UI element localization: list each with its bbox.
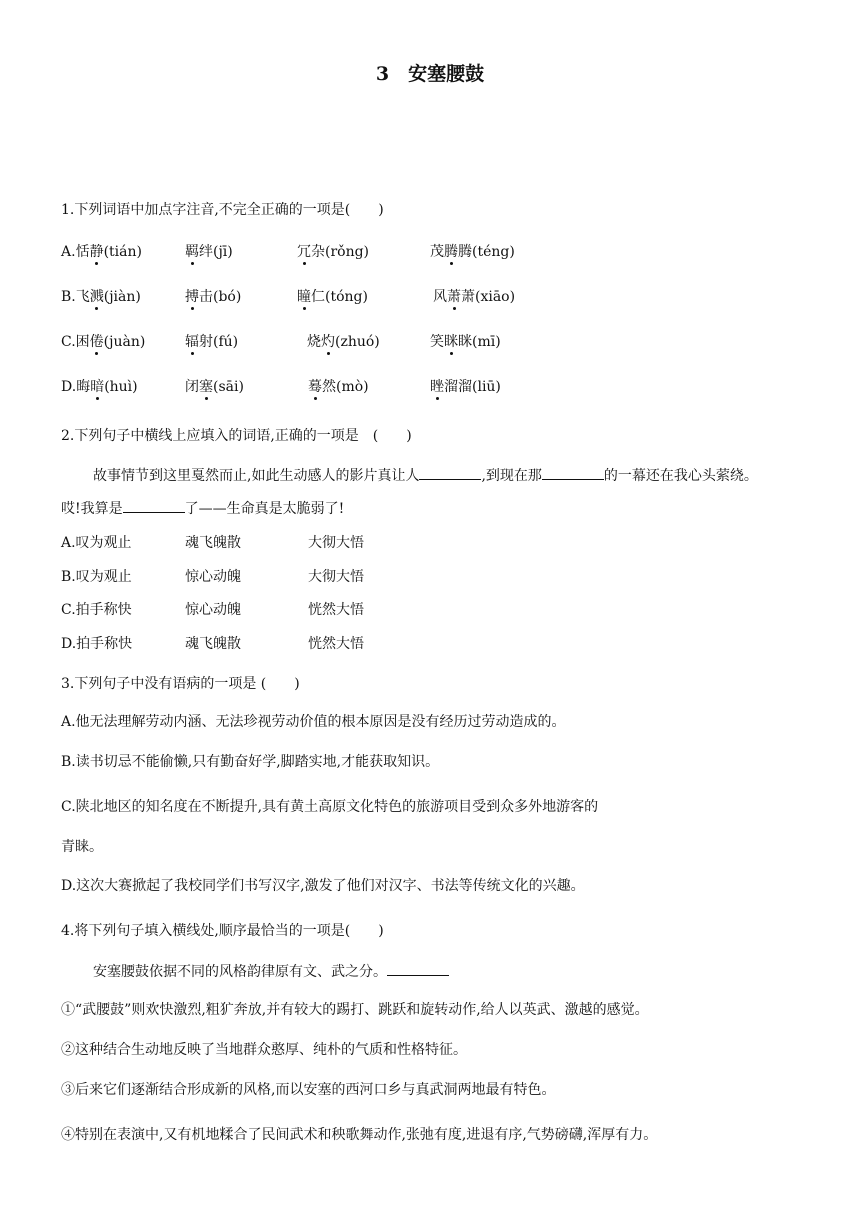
q1-option-a: [61, 242, 142, 262]
q4-stem: 4.将下列句子填入横线处,顺序最恰当的一项是( ): [61, 923, 384, 939]
dotted-char: 瞳: [297, 289, 311, 305]
word-part: 恬: [75, 244, 90, 260]
word-part: 腾(téng): [458, 244, 515, 260]
word-part: 眯(mī): [458, 334, 501, 350]
q1-word: [433, 287, 515, 307]
dotted-char: 搏: [185, 289, 199, 305]
q1-word-text: [185, 379, 244, 395]
word-part: 闭: [185, 379, 199, 395]
q2-option-word: 恍然大悟: [308, 636, 364, 652]
q1-option-b: [61, 287, 141, 307]
blank-1: [419, 465, 481, 480]
word-part: (huì): [104, 379, 138, 395]
q2-stem: 2.下列句子中横线上应填入的词语,正确的一项是 ( ): [61, 428, 412, 444]
blank-3: [123, 498, 185, 513]
word-part: 击(bó): [199, 289, 242, 305]
q1-option-d: [61, 377, 138, 397]
q2-option-word: 惊心动魄: [185, 602, 241, 618]
q2-option-word: 大彻大悟: [308, 535, 364, 551]
dotted-char: 倦: [89, 334, 104, 350]
option-label: C.: [61, 334, 76, 350]
q1-word-text: [430, 244, 515, 260]
blank-2: [542, 465, 604, 480]
q3-option-a: A.他无法理解劳动内涵、无法珍视劳动价值的根本原因是没有经历过劳动造成的。: [61, 714, 566, 730]
word-part: 茂: [430, 244, 444, 260]
dotted-char: 眯: [444, 334, 458, 350]
q1-word: [185, 242, 233, 262]
page-title: 3 安塞腰鼓: [375, 63, 485, 85]
word-part: 风: [433, 289, 447, 305]
q4-sentence-4: ④特别在表演中,又有机地糅合了民间武术和秧歌舞动作,张弛有度,进退有序,气势磅礴,浑厚有力。: [61, 1127, 658, 1143]
word-part: (zhuó): [335, 334, 380, 350]
word-part: 笑: [430, 334, 444, 350]
option-label: A.: [61, 244, 76, 260]
dotted-char: 睉: [430, 379, 444, 395]
q1-word-text: [76, 289, 141, 305]
q4-passage-text: 安塞腰鼓依据不同的风格韵律原有文、武之分。: [93, 964, 387, 980]
q3-option-b: B.读书切忌不能偷懒,只有勤奋好学,脚踏实地,才能获取知识。: [61, 754, 440, 770]
word-part: (tián): [103, 244, 142, 260]
q1-word: [185, 332, 238, 352]
word-part: (juàn): [103, 334, 146, 350]
q2-option-label: C.拍手称快: [61, 602, 132, 618]
q1-word: [185, 377, 244, 397]
q4-passage: [93, 961, 449, 982]
q4-sentence-2: ②这种结合生动地反映了当地群众憨厚、纯朴的气质和性格特征。: [61, 1042, 467, 1058]
q2-option-word: 惊心动魄: [185, 569, 241, 585]
q1-word-text: [76, 334, 146, 350]
q1-word: [308, 377, 369, 397]
q2-option-word: 魂飞魄散: [185, 535, 241, 551]
q3-stem: 3.下列句子中没有语病的一项是 ( ): [61, 676, 300, 692]
dotted-char: 暗: [90, 379, 105, 395]
dotted-char: 静: [89, 244, 104, 260]
q2-option-label: A.叹为观止: [61, 535, 132, 551]
word-part: 射(fú): [199, 334, 239, 350]
option-label: B.: [61, 289, 76, 305]
dotted-char: 塞: [199, 379, 213, 395]
q2-option-word: 魂飞魄散: [185, 636, 241, 652]
q2-passage-text-c: 的一幕还在我心头萦绕。: [603, 468, 758, 484]
q1-word-text: [76, 379, 137, 395]
q2-option-label: D.拍手称快: [61, 636, 133, 652]
dotted-char: 腾: [444, 244, 458, 260]
word-part: (sāi): [213, 379, 244, 395]
word-part: 仁(tóng): [311, 289, 368, 305]
word-part: 绊(jī): [199, 244, 233, 260]
q2-passage-text-d: 哎!我算是: [61, 501, 123, 517]
q3-option-c: C.陕北地区的知名度在不断提升,具有黄土高原文化特色的旅游项目受到众多外地游客的: [61, 799, 599, 815]
dotted-char: 灼: [321, 334, 335, 350]
q4-sentence-3: ③后来它们逐渐结合形成新的风格,而以安塞的西河口乡与真武洞两地最有特色。: [61, 1082, 556, 1098]
q1-word-text: [185, 244, 233, 260]
word-part: (jiàn): [103, 289, 141, 305]
q2-passage-text-a: 故事情节到这里戛然而止,如此生动感人的影片真让人: [93, 468, 420, 484]
q1-word-text: [430, 379, 501, 395]
q1-word-text: [307, 334, 380, 350]
q2-passage-text-e: 了——生命真是太脆弱了!: [184, 501, 345, 517]
dotted-char: 萧: [447, 289, 461, 305]
q3-option-c-cont: 青睐。: [61, 839, 103, 855]
q2-passage-line1: [93, 465, 758, 486]
q2-passage-line2: [61, 498, 344, 519]
word-part: 晦: [76, 379, 91, 395]
dotted-char: 溅: [89, 289, 104, 305]
option-label: D.: [61, 379, 77, 395]
q1-word-text: [185, 334, 238, 350]
word-part: 困: [75, 334, 90, 350]
q1-option-c: [61, 332, 145, 352]
q1-stem: 1.下列词语中加点字注音,不完全正确的一项是( ): [61, 202, 384, 218]
dotted-char: 冗: [297, 244, 311, 260]
q1-word-text: [433, 289, 515, 305]
q1-word: [430, 242, 515, 262]
q2-option-word: 恍然大悟: [308, 602, 364, 618]
q3-option-d: D.这次大赛掀起了我校同学们书写汉字,激发了他们对汉字、书法等传统文化的兴趣。: [61, 878, 585, 894]
word-part: 杂(rǒng): [311, 244, 370, 260]
q4-sentence-1: ①“武腰鼓”则欢快激烈,粗犷奔放,并有较大的踢打、跳跃和旋转动作,给人以英武、激越的感觉。: [61, 1002, 649, 1018]
q1-word: [297, 242, 369, 262]
q1-word-text: [297, 289, 368, 305]
word-part: 飞: [75, 289, 90, 305]
word-part: 烧: [307, 334, 321, 350]
dotted-char: 辐: [185, 334, 199, 350]
q1-word: [430, 332, 501, 352]
q1-word: [297, 287, 368, 307]
q1-word-text: [185, 289, 241, 305]
word-part: 然(mò): [322, 379, 369, 395]
dotted-char: 蓦: [308, 379, 322, 395]
q1-word-text: [76, 244, 142, 260]
word-part: 萧(xiāo): [461, 289, 516, 305]
q1-word: [307, 332, 380, 352]
dotted-char: 羁: [185, 244, 199, 260]
blank-4: [387, 961, 449, 976]
q1-word: [185, 287, 241, 307]
q2-passage-text-b: ,到现在那: [481, 468, 542, 484]
q1-word-text: [308, 379, 369, 395]
word-part: 溜溜(liū): [444, 379, 501, 395]
q1-word: [430, 377, 501, 397]
q2-option-word: 大彻大悟: [308, 569, 364, 585]
q1-word-text: [297, 244, 369, 260]
q1-word-text: [430, 334, 501, 350]
q2-option-label: B.叹为观止: [61, 569, 132, 585]
